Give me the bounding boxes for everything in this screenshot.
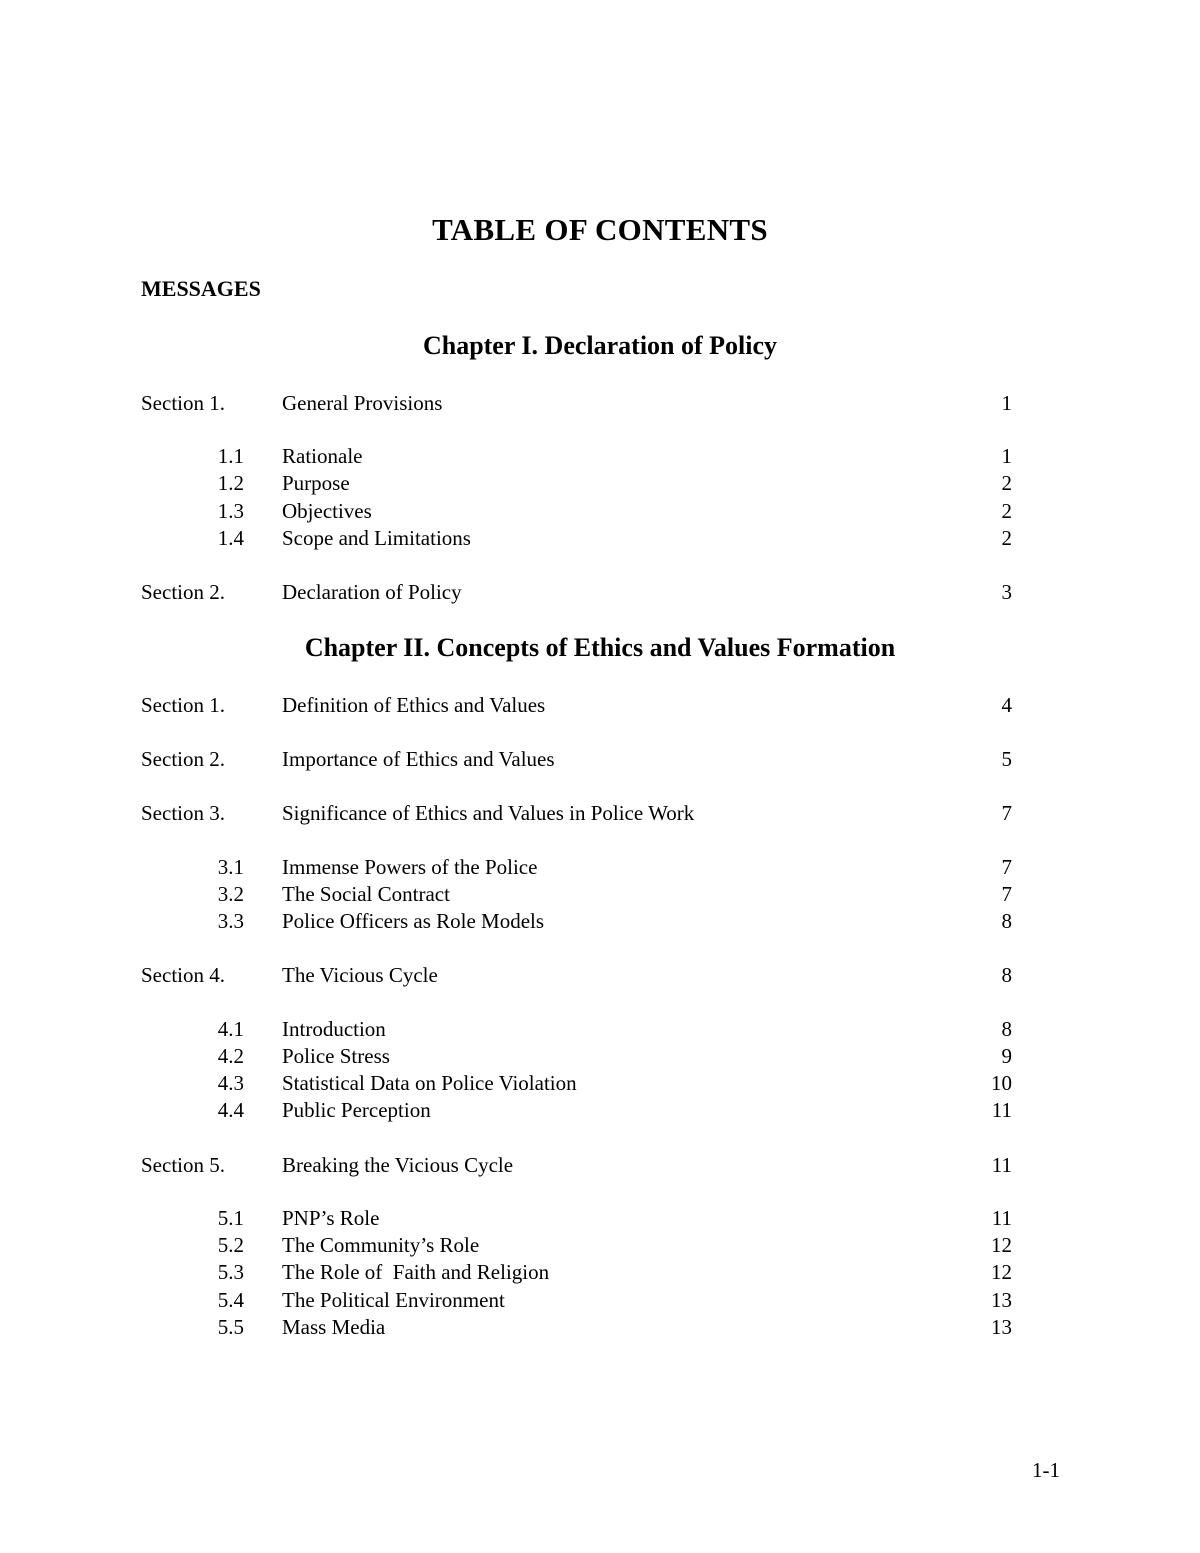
- toc-entry: [0, 469, 1200, 497]
- entry-label: Declaration of Policy: [282, 580, 462, 604]
- toc-entry: [0, 442, 1200, 470]
- entry-page: 12: [991, 1260, 1012, 1284]
- entry-page: 9: [1001, 1044, 1012, 1068]
- toc-entry: [0, 389, 1200, 417]
- entry-page: 7: [1001, 855, 1012, 879]
- chapter-1-heading: Chapter I. Declaration of Policy: [422, 331, 778, 360]
- entry-page: 2: [1001, 471, 1012, 495]
- messages-heading: MESSAGES: [141, 276, 261, 301]
- entry-number: 4.4: [217, 1098, 244, 1122]
- toc-entry: [0, 1069, 1200, 1097]
- entry-label: Public Perception: [282, 1098, 431, 1122]
- entry-label: Police Stress: [282, 1044, 390, 1068]
- toc-entry: [0, 1204, 1200, 1232]
- entry-number: Section 2.: [141, 580, 225, 604]
- toc-entry: [0, 1313, 1200, 1341]
- entry-label: Breaking the Vicious Cycle: [282, 1153, 514, 1177]
- entry-number: 3.3: [217, 909, 244, 933]
- entry-label: General Provisions: [282, 391, 443, 415]
- entry-number: 4.2: [217, 1044, 244, 1068]
- page-number: 1-1: [1032, 1458, 1060, 1482]
- entry-number: Section 2.: [141, 747, 225, 771]
- entry-label: The Community’s Role: [282, 1233, 480, 1257]
- toc-entry: [0, 799, 1200, 827]
- entry-number: 4.1: [217, 1017, 244, 1041]
- entry-number: 3.1: [217, 855, 244, 879]
- toc-entry: [0, 1151, 1200, 1179]
- entry-label: The Vicious Cycle: [282, 963, 438, 987]
- chapter-2-heading: Chapter II. Concepts of Ethics and Values Formation: [304, 633, 896, 662]
- toc-entry: [0, 880, 1200, 908]
- entry-page: 2: [1001, 526, 1012, 550]
- entry-page: 1: [1001, 391, 1012, 415]
- entry-label: The Role of Faith and Religion: [282, 1260, 550, 1284]
- entry-label: The Social Contract: [282, 882, 450, 906]
- toc-entry: [0, 1015, 1200, 1043]
- entry-page: 2: [1001, 499, 1012, 523]
- entry-page: 13: [991, 1315, 1012, 1339]
- toc-entry: [0, 524, 1200, 552]
- entry-number: Section 1.: [141, 391, 225, 415]
- toc-entry: [0, 1286, 1200, 1314]
- entry-page: 5: [1001, 747, 1012, 771]
- page-title: TABLE OF CONTENTS: [432, 212, 768, 247]
- entry-page: 12: [991, 1233, 1012, 1257]
- entry-label: Immense Powers of the Police: [282, 855, 538, 879]
- entry-page: 8: [1001, 963, 1012, 987]
- entry-page: 1: [1001, 444, 1012, 468]
- toc-entry: [0, 1042, 1200, 1070]
- toc-entry: [0, 1096, 1200, 1124]
- entry-label: Purpose: [282, 471, 350, 495]
- entry-label: Definition of Ethics and Values: [282, 693, 546, 717]
- entry-label: Objectives: [282, 499, 372, 523]
- entry-label: Scope and Limitations: [282, 526, 471, 550]
- toc-entry: [0, 961, 1200, 989]
- entry-page: 10: [991, 1071, 1012, 1095]
- entry-page: 4: [1001, 693, 1012, 717]
- entry-label: Rationale: [282, 444, 363, 468]
- entry-label: Importance of Ethics and Values: [282, 747, 555, 771]
- entry-label: PNP’s Role: [282, 1206, 380, 1230]
- entry-page: 11: [991, 1206, 1012, 1230]
- entry-page: 8: [1001, 1017, 1012, 1041]
- entry-number: Section 5.: [141, 1153, 225, 1177]
- entry-number: 1.1: [217, 444, 244, 468]
- toc-entry: [0, 907, 1200, 935]
- entry-label: The Political Environment: [282, 1288, 505, 1312]
- entry-page: 7: [1001, 882, 1012, 906]
- entry-label: Statistical Data on Police Violation: [282, 1071, 577, 1095]
- entry-number: Section 1.: [141, 693, 225, 717]
- entry-number: 1.3: [217, 499, 244, 523]
- toc-entry: [0, 853, 1200, 881]
- entry-number: Section 4.: [141, 963, 225, 987]
- entry-label: Mass Media: [282, 1315, 386, 1339]
- toc-entry: [0, 1231, 1200, 1259]
- entry-number: Section 3.: [141, 801, 225, 825]
- entry-number: 1.4: [217, 526, 244, 550]
- entry-number: 4.3: [217, 1071, 244, 1095]
- entry-number: 5.3: [217, 1260, 244, 1284]
- entry-page: 8: [1001, 909, 1012, 933]
- toc-entry: [0, 691, 1200, 719]
- entry-number: 5.1: [217, 1206, 244, 1230]
- entry-number: 5.5: [217, 1315, 244, 1339]
- entry-page: 11: [991, 1153, 1012, 1177]
- entry-label: Significance of Ethics and Values in Police Work: [282, 801, 695, 825]
- entry-label: Police Officers as Role Models: [282, 909, 545, 933]
- entry-label: Introduction: [282, 1017, 386, 1041]
- entry-page: 11: [991, 1098, 1012, 1122]
- entry-number: 5.4: [217, 1288, 244, 1312]
- entry-page: 7: [1001, 801, 1012, 825]
- entry-page: 3: [1001, 580, 1012, 604]
- toc-entry: [0, 497, 1200, 525]
- entry-page: 13: [991, 1288, 1012, 1312]
- entry-number: 1.2: [217, 471, 244, 495]
- toc-entry: [0, 1258, 1200, 1286]
- toc-entry: [0, 745, 1200, 773]
- entry-number: 5.2: [217, 1233, 244, 1257]
- entry-number: 3.2: [217, 882, 244, 906]
- toc-entry: [0, 578, 1200, 606]
